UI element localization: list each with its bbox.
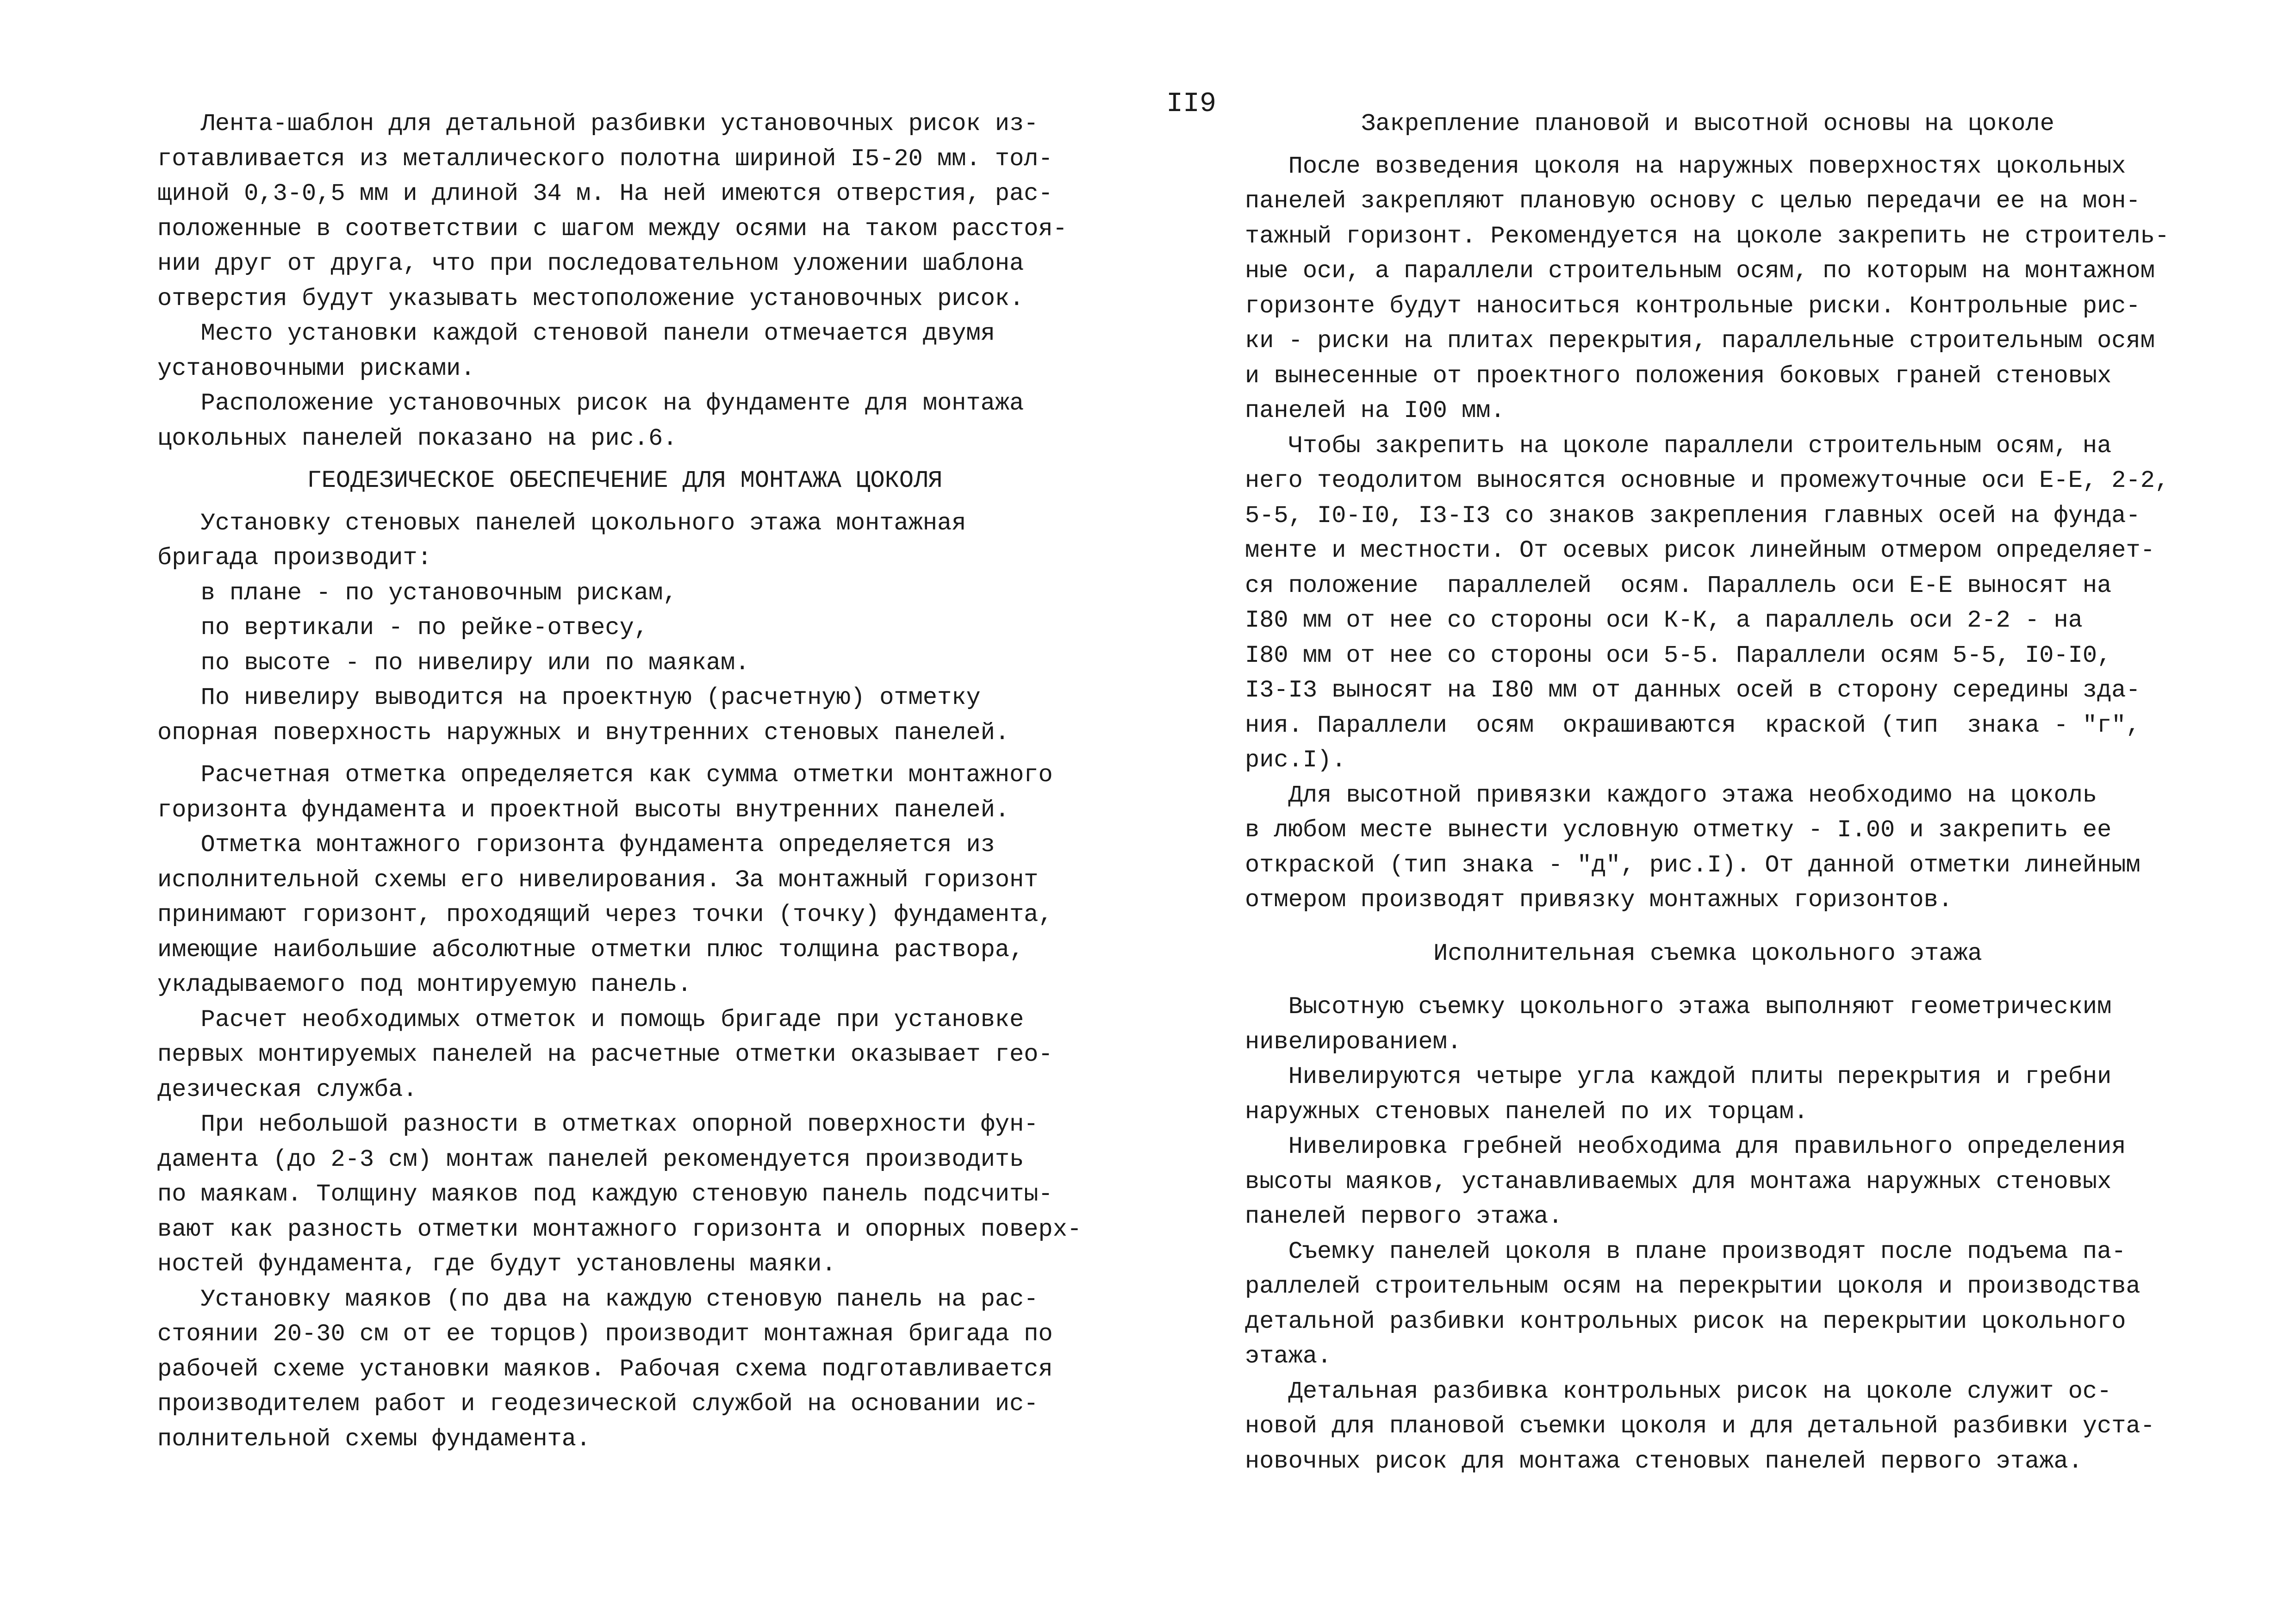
text-line: этажа.: [1245, 1343, 1332, 1370]
left-paragraph-group-2: [157, 506, 1092, 751]
section-heading: Закрепление плановой и высотной основы на цоколе: [1361, 110, 2054, 137]
text-line: Место установки каждой стеновой панели отмечается двумя: [157, 320, 995, 347]
text-line: производителем работ и геодезической службой на основании ис-: [157, 1390, 1039, 1418]
left-paragraph-group-1: [157, 106, 1092, 456]
right-paragraph-group-1: [1245, 149, 2171, 918]
text-line: Для высотной привязки каждого этажа необходимо на цоколь: [1245, 781, 2097, 809]
section-heading: Исполнительная съемка цокольного этажа: [1433, 940, 1982, 967]
text-line: I80 мм от нее со стороны оси К-К, а параллель оси 2-2 - на: [1245, 607, 2083, 634]
text-line: стоянии 20-30 см от ее торцов) производит монтажная бригада по: [157, 1320, 1053, 1348]
text-line: откраской (тип знака - "д", рис.I). От данной отметки линейным: [1245, 851, 2140, 879]
text-line: ностей фундамента, где будут установлены маяки.: [157, 1251, 836, 1278]
right-column: [1245, 106, 2171, 1479]
text-line: по вертикали - по рейке-отвесу,: [157, 614, 648, 641]
text-line: ки - риски на плитах перекрытия, параллельные строительным осям: [1245, 327, 2155, 355]
page-number: II9: [1166, 88, 1217, 120]
text-line: нии друг от друга, что при последовательном уложении шаблона: [157, 250, 1024, 277]
text-line: Лента-шаблон для детальной разбивки установочных рисок из-: [157, 110, 1039, 137]
text-line: исполнительной схемы его нивелирования. За монтажный горизонт: [157, 866, 1039, 894]
text-line: панелей закрепляют плановую основу с целью передачи ее на мон-: [1245, 187, 2140, 215]
text-line: наружных стеновых панелей по их торцам.: [1245, 1098, 1808, 1126]
text-line: бригада производит:: [157, 544, 432, 572]
text-line: новой для плановой съемки цоколя и для детальной разбивки уста-: [1245, 1412, 2155, 1440]
text-line: в плане - по установочным рискам,: [157, 579, 678, 607]
text-line: Установку стеновых панелей цокольного этажа монтажная: [157, 509, 966, 537]
text-line: дамента (до 2-3 см) монтаж панелей рекомендуется производить: [157, 1145, 1024, 1173]
text-line: нивелированием.: [1245, 1028, 1462, 1056]
text-line: высоты маяков, устанавливаемых для монтажа наружных стеновых: [1245, 1168, 2112, 1195]
text-line: тажный горизонт. Рекомендуется на цоколе закрепить не строитель-: [1245, 222, 2170, 250]
text-line: по маякам. Толщину маяков под каждую стеновую панель подсчиты-: [157, 1181, 1053, 1208]
left-paragraph-group-3: [157, 758, 1092, 1456]
text-line: отверстия будут указывать местоположение установочных рисок.: [157, 285, 1024, 312]
text-line: При небольшой разности в отметках опорной поверхности фун-: [157, 1111, 1039, 1138]
text-line: Детальная разбивка контрольных рисок на цоколе служит ос-: [1245, 1377, 2112, 1405]
text-line: первых монтируемых панелей на расчетные отметки оказывает гео-: [157, 1041, 1053, 1068]
text-line: ся положение параллелей осям. Параллель оси Е-Е выносят на: [1245, 572, 2112, 599]
text-line: 5-5, I0-I0, I3-I3 со знаков закрепления главных осей на фунда-: [1245, 502, 2140, 529]
text-line: рис.I).: [1245, 747, 1346, 774]
text-line: горизонта фундамента и проектной высоты внутренних панелей.: [157, 796, 1010, 824]
text-line: положенные в соответствии с шагом между осями на таком расстоя-: [157, 215, 1067, 243]
text-line: по высоте - по нивелиру или по маякам.: [157, 649, 750, 677]
text-line: установочными рисками.: [157, 355, 475, 382]
text-line: Отметка монтажного горизонта фундамента определяется из: [157, 831, 995, 859]
text-line: принимают горизонт, проходящий через точки (точку) фундамента,: [157, 901, 1053, 928]
text-line: I3-I3 выносят на I80 мм от данных осей в сторону середины зда-: [1245, 677, 2140, 704]
text-line: вают как разность отметки монтажного горизонта и опорных поверх-: [157, 1215, 1082, 1243]
text-line: По нивелиру выводится на проектную (расчетную) отметку: [157, 684, 981, 711]
text-line: После возведения цоколя на наружных поверхностях цокольных: [1245, 152, 2126, 180]
text-line: и вынесенные от проектного положения боковых граней стеновых: [1245, 362, 2112, 390]
text-line: в любом месте вынести условную отметку - I.00 и закрепить ее: [1245, 816, 2112, 844]
text-line: ния. Параллели осям окрашиваются краской (тип знака - "г",: [1245, 711, 2140, 739]
text-line: опорная поверхность наружных и внутренних стеновых панелей.: [157, 719, 1010, 747]
text-line: панелей на I00 мм.: [1245, 397, 1505, 424]
text-line: полнительной схемы фундамента.: [157, 1425, 591, 1453]
text-line: отмером производят привязку монтажных горизонтов.: [1245, 886, 1953, 914]
right-paragraph-group-2: [1245, 989, 2171, 1479]
text-line: Съемку панелей цоколя в плане производят после подъема па-: [1245, 1238, 2126, 1265]
text-line: рабочей схеме установки маяков. Рабочая схема подготавливается: [157, 1355, 1053, 1383]
text-line: новочных рисок для монтажа стеновых панелей первого этажа.: [1245, 1447, 2083, 1475]
text-line: Чтобы закрепить на цоколе параллели строительным осям, на: [1245, 432, 2112, 460]
text-line: ные оси, а параллели строительным осям, по которым на монтажном: [1245, 257, 2155, 285]
text-line: дезическая служба.: [157, 1076, 417, 1103]
text-line: менте и местности. От осевых рисок линейным отмером определяет-: [1245, 537, 2155, 564]
text-line: него теодолитом выносятся основные и промежуточные оси Е-Е, 2-2,: [1245, 467, 2170, 494]
text-line: щиной 0,3-0,5 мм и длиной 34 м. На ней имеются отверстия, рас-: [157, 180, 1053, 207]
text-line: детальной разбивки контрольных рисок на перекрытии цокольного: [1245, 1307, 2126, 1335]
text-line: раллелей строительным осям на перекрытии цоколя и производства: [1245, 1273, 2140, 1300]
text-line: Установку маяков (по два на каждую стеновую панель на рас-: [157, 1285, 1039, 1313]
left-column: [157, 106, 1092, 1456]
text-line: укладываемого под монтируемую панель.: [157, 971, 692, 998]
section-heading: ГЕОДЕЗИЧЕСКОЕ ОБЕСПЕЧЕНИЕ ДЛЯ МОНТАЖА ЦОКОЛЯ: [307, 467, 943, 494]
text-line: Нивелировка гребней необходима для правильного определения: [1245, 1133, 2126, 1160]
text-line: цокольных панелей показано на рис.6.: [157, 424, 678, 452]
text-line: Расчетная отметка определяется как сумма отметки монтажного: [157, 761, 1053, 789]
text-line: имеющие наибольшие абсолютные отметки плюс толщина раствора,: [157, 936, 1024, 964]
text-line: панелей первого этажа.: [1245, 1203, 1563, 1230]
text-line: Высотную съемку цокольного этажа выполняют геометрическим: [1245, 993, 2112, 1020]
text-line: горизонте будут наноситься контрольные риски. Контрольные рис-: [1245, 292, 2140, 320]
text-line: Расположение установочных рисок на фундаменте для монтажа: [157, 390, 1024, 417]
text-line: Нивелируются четыре угла каждой плиты перекрытия и гребни: [1245, 1063, 2112, 1090]
text-line: I80 мм от нее со стороны оси 5-5. Параллели осям 5-5, I0-I0,: [1245, 641, 2112, 669]
text-line: Расчет необходимых отметок и помощь бригаде при установке: [157, 1006, 1024, 1033]
text-line: готавливается из металлического полотна шириной I5-20 мм. тол-: [157, 145, 1053, 173]
